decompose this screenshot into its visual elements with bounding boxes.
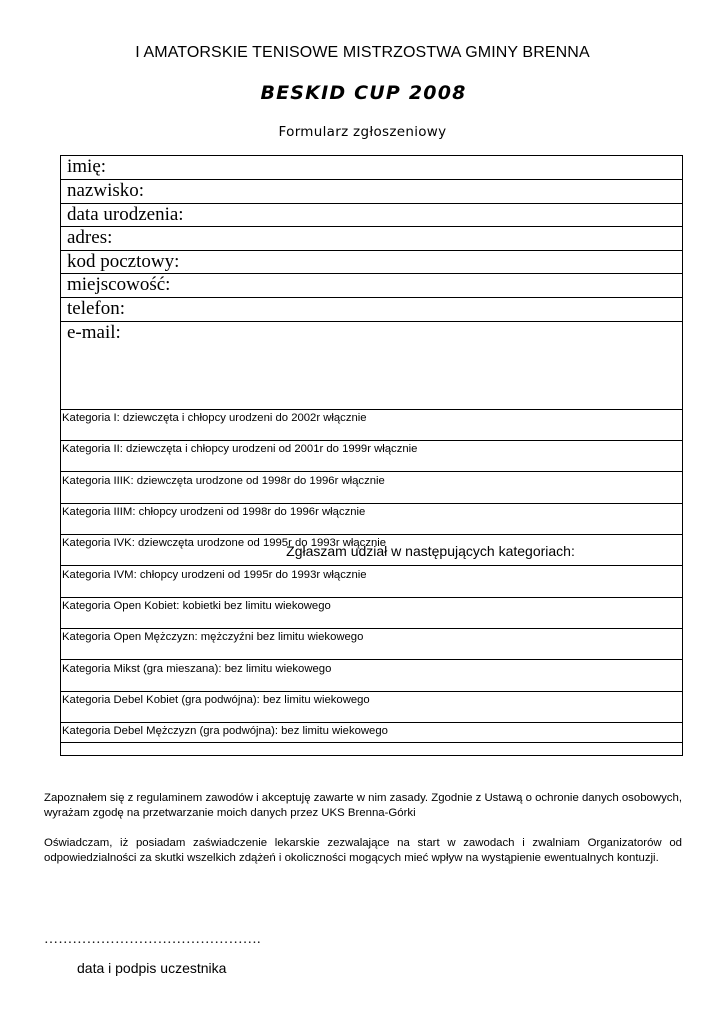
category-row[interactable]: Kategoria IIIM: chłopcy urodzeni od 1998r do 1996r włącznie xyxy=(61,504,682,535)
field-phone[interactable]: telefon: xyxy=(61,298,682,322)
category-row[interactable]: Kategoria Debel Kobiet (gra podwójna): bez limitu wiekowego xyxy=(61,692,682,723)
field-last-name[interactable]: nazwisko: xyxy=(61,180,682,204)
category-row[interactable]: Kategoria I: dziewczęta i chłopcy urodzeni do 2002r włącznie xyxy=(61,410,682,441)
signature-label: data i podpis uczestnika xyxy=(77,960,227,976)
category-row[interactable]: Kategoria IIIK: dziewczęta urodzone od 1998r do 1996r włącznie xyxy=(61,473,682,504)
field-address[interactable]: adres: xyxy=(61,227,682,251)
field-first-name[interactable]: imię: xyxy=(61,156,682,180)
consent-paragraph-regulations: Zapoznałem się z regulaminem zawodów i akceptuję zawarte w nim zasady. Zgodnie z Ustawą o ochronie danych osobowych, wyrażam zgodę na przetwarzanie moich danych przez UKS Brenna-Górki xyxy=(44,792,682,819)
field-postal-code[interactable]: kod pocztowy: xyxy=(61,251,682,274)
form-subtitle: Formularz zgłoszeniowy xyxy=(278,124,447,140)
category-row[interactable]: Kategoria II: dziewczęta i chłopcy urodzeni od 2001r do 1999r włącznie xyxy=(61,441,682,472)
consent-paragraph-medical: Oświadczam, iż posiadam zaświadczenie lekarskie zezwalające na start w zawodach i zwalniam Organizatorów od odpowiedzialności za skutki wszelkich zdążeń i okoliczności mogących mieć wpływ na wystąpienie ewentualnych kontuzji. xyxy=(44,837,682,864)
category-row[interactable]: Kategoria Open Mężczyzn: mężczyźni bez limitu wiekowego xyxy=(61,629,682,660)
category-row[interactable]: Kategoria IVM: chłopcy urodzeni od 1995r do 1993r włącznie xyxy=(61,567,682,598)
signature-line[interactable]: ………………………………………. xyxy=(44,932,261,947)
field-city[interactable]: miejscowość: xyxy=(61,274,682,298)
field-birth-date[interactable]: data urodzenia: xyxy=(61,204,682,227)
registration-form-table xyxy=(60,155,683,756)
category-row[interactable]: Kategoria Debel Mężczyzn (gra podwójna): bez limitu wiekowego xyxy=(61,723,682,743)
cup-title: BESKID CUP 2008 xyxy=(260,82,467,104)
category-row[interactable]: Kategoria Mikst (gra mieszana): bez limitu wiekowego xyxy=(61,661,682,692)
category-row[interactable]: Kategoria Open Kobiet: kobietki bez limitu wiekowego xyxy=(61,598,682,629)
categories-heading: Zgłaszam udział w następujących kategoriach: xyxy=(286,543,575,559)
category-row[interactable]: Kategoria IVK: dziewczęta urodzone od 1995r do 1993r włącznie xyxy=(61,535,682,566)
document-title: I AMATORSKIE TENISOWE MISTRZOSTWA GMINY BRENNA xyxy=(135,44,590,61)
email-label: e-mail: xyxy=(67,322,121,343)
